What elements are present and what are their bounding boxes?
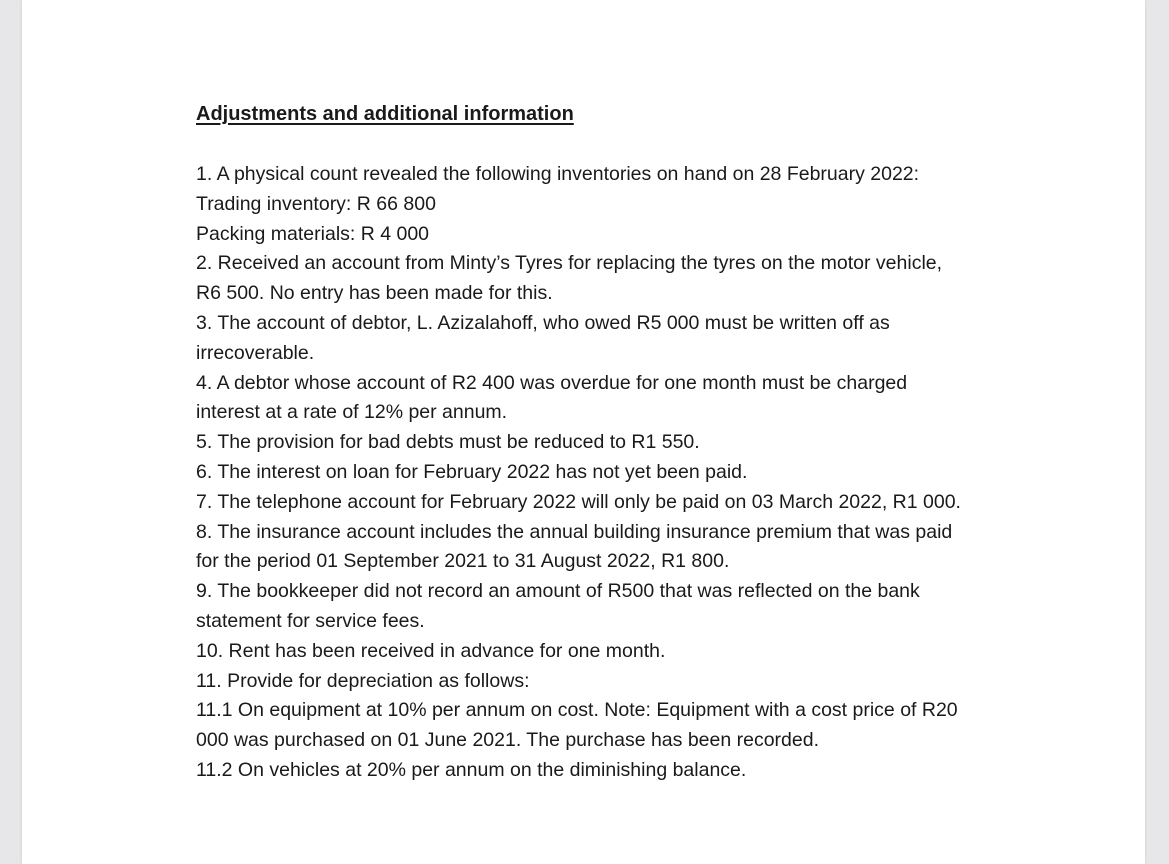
- text-line: 7. The telephone account for February 2022 will only be paid on 03 March 2022, R1 000.: [196, 490, 961, 513]
- text-line: 6. The interest on loan for February 2022 has not yet been paid.: [196, 460, 748, 483]
- text-line: 9. The bookkeeper did not record an amount of R500 that was reflected on the bank: [196, 580, 920, 603]
- text-line: 11.1 On equipment at 10% per annum on cost. Note: Equipment with a cost price of R20: [196, 699, 958, 722]
- text-line: Trading inventory: R 66 800: [196, 192, 436, 215]
- text-line: 5. The provision for bad debts must be reduced to R1 550.: [196, 431, 700, 454]
- adjustments-list: [196, 160, 1036, 786]
- text-line: for the period 01 September 2021 to 31 August 2022, R1 800.: [196, 550, 730, 573]
- document-content: [196, 100, 1036, 786]
- text-line: Packing materials: R 4 000: [196, 222, 430, 245]
- text-line: 3. The account of debtor, L. Azizalahoff, who owed R5 000 must be written off as: [196, 311, 890, 334]
- text-line: 11.2 On vehicles at 20% per annum on the diminishing balance.: [196, 758, 747, 781]
- text-line: 4. A debtor whose account of R2 400 was overdue for one month must be charged: [196, 371, 908, 394]
- document-page: [22, 0, 1145, 864]
- text-line: 000 was purchased on 01 June 2021. The purchase has been recorded.: [196, 729, 820, 752]
- text-line: 1. A physical count revealed the following inventories on hand on 28 February 2022:: [196, 163, 920, 185]
- text-line: 11. Provide for depreciation as follows:: [196, 669, 530, 692]
- text-line: 2. Received an account from Minty’s Tyres for replacing the tyres on the motor vehicle,: [196, 252, 943, 275]
- text-line: 8. The insurance account includes the annual building insurance premium that was paid: [196, 520, 953, 543]
- section-heading: Adjustments and additional information: [196, 103, 574, 125]
- text-line: 10. Rent has been received in advance for one month.: [196, 639, 666, 662]
- text-line: statement for service fees.: [196, 609, 425, 632]
- text-line: interest at a rate of 12% per annum.: [196, 401, 508, 424]
- text-line: irrecoverable.: [196, 341, 315, 364]
- text-line: R6 500. No entry has been made for this.: [196, 282, 553, 305]
